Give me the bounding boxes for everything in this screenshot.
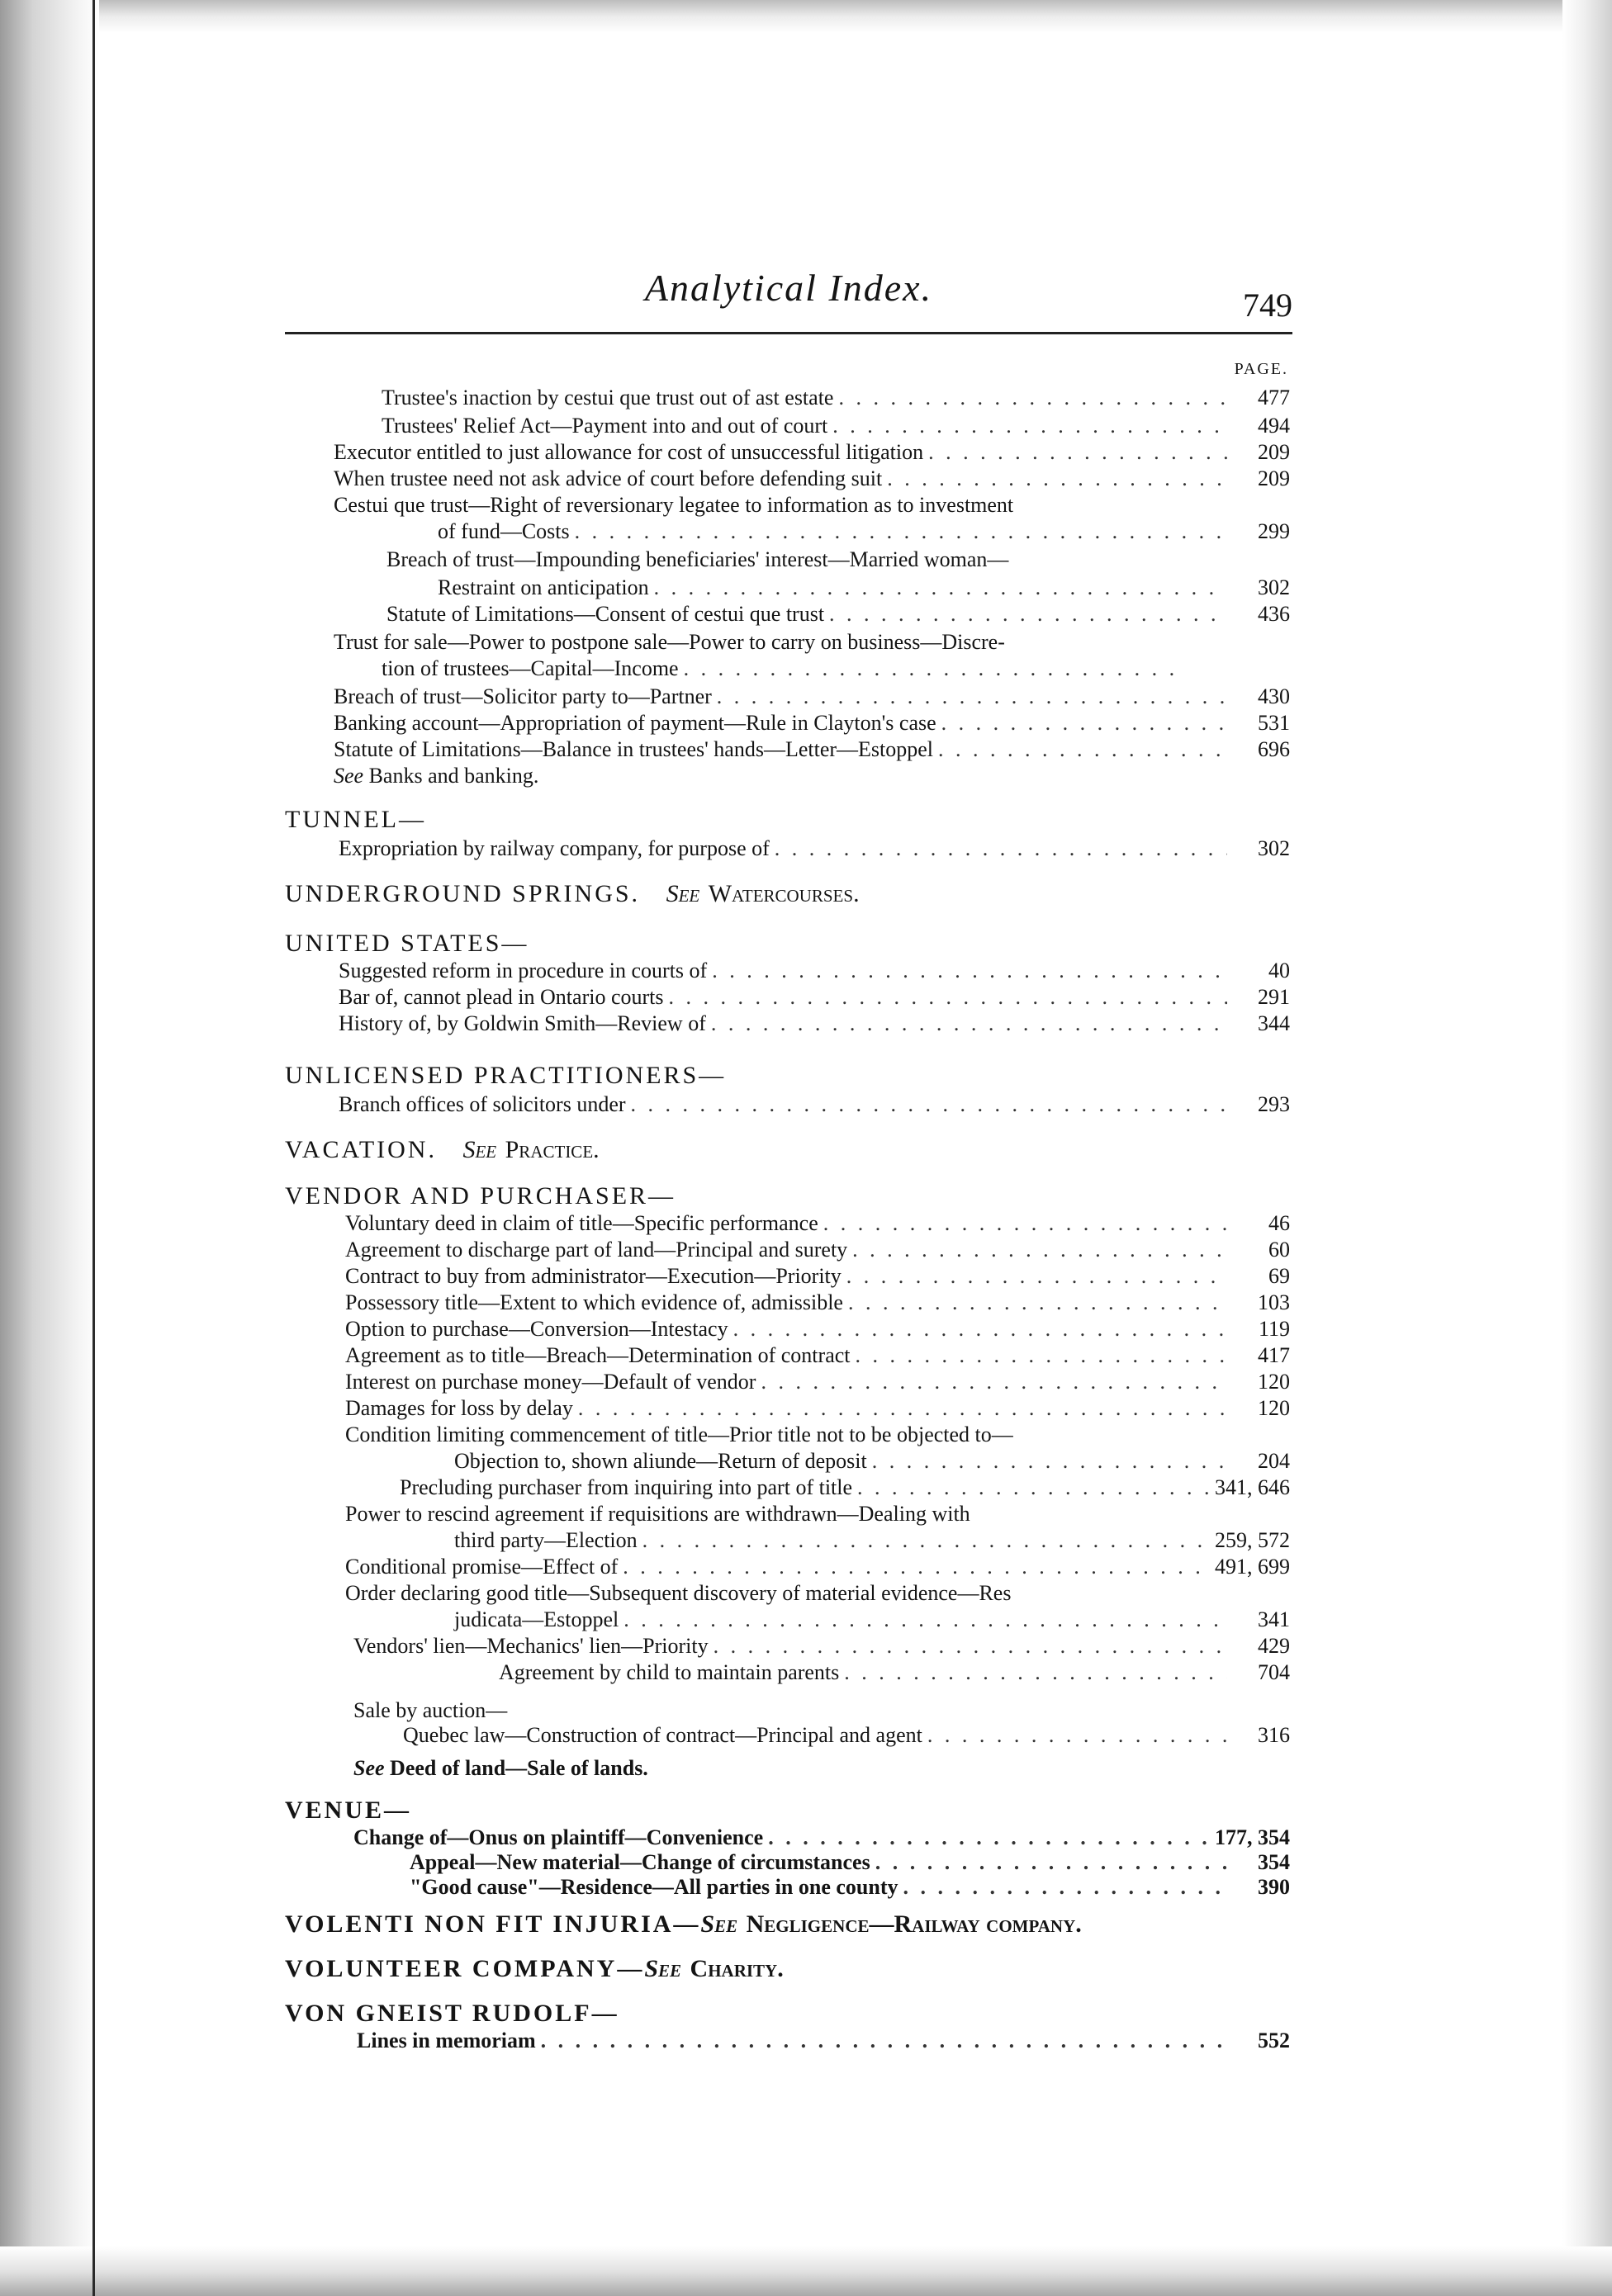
index-entry: Statute of Limitations—Balance in trustees' hands—Letter—Estoppel . . . 696 bbox=[334, 736, 1290, 763]
index-entry: Bar of, cannot plead in Ontario courts . . . 291 bbox=[339, 984, 1290, 1011]
index-entry: of fund—Costs . . . 299 bbox=[438, 518, 1290, 545]
index-entry: Breach of trust—Impounding beneficiaries' interest—Married woman— bbox=[386, 547, 1009, 571]
index-heading-unlicensed-practitioners: UNLICENSED PRACTITIONERS— bbox=[285, 1062, 727, 1089]
index-entry: Interest on purchase money—Default of vendor . . . 120 bbox=[345, 1369, 1290, 1395]
page-edge-left bbox=[0, 0, 99, 2296]
index-entry: tion of trustees—Capital—Income . . . bbox=[382, 656, 1240, 682]
index-entry: Objection to, shown aliunde—Return of deposit . . . 204 bbox=[454, 1448, 1290, 1475]
index-heading-volunteer-company: VOLUNTEER COMPANY—See Charity. bbox=[285, 1955, 784, 1982]
index-entry: Restraint on anticipation . . . 302 bbox=[438, 575, 1290, 601]
index-entry: Possessory title—Extent to which evidence of, admissible . . . 103 bbox=[345, 1290, 1290, 1316]
index-entry: Power to rescind agreement if requisitions are withdrawn—Dealing with bbox=[345, 1502, 970, 1526]
index-entry: Condition limiting commencement of title—Prior title not to be objected to— bbox=[345, 1423, 1013, 1446]
index-entry: Statute of Limitations—Consent of cestui que trust . . . 436 bbox=[386, 601, 1290, 627]
page-header bbox=[285, 266, 1292, 332]
page-edge-right bbox=[1562, 0, 1612, 2296]
index-heading-volenti: VOLENTI NON FIT INJURIA—See Negligence—Railway company. bbox=[285, 1910, 1082, 1938]
index-entry: Precluding purchaser from inquiring into part of title . . . 341, 646 bbox=[400, 1475, 1290, 1501]
index-entry: third party—Election . . . 259, 572 bbox=[454, 1527, 1290, 1554]
index-heading-vacation: VACATION. See Practice. bbox=[285, 1136, 600, 1163]
index-entry: Branch offices of solicitors under . . . 293 bbox=[339, 1091, 1290, 1118]
running-title: Analytical Index. bbox=[644, 267, 933, 309]
binding-edge bbox=[92, 0, 95, 2296]
index-entry: Quebec law—Construction of contract—Principal and agent . . . 316 bbox=[403, 1722, 1290, 1749]
index-entry: Conditional promise—Effect of . . . 491, 699 bbox=[345, 1554, 1290, 1580]
index-entry: Damages for loss by delay . . . 120 bbox=[345, 1395, 1290, 1422]
page-column-label: PAGE. bbox=[1234, 360, 1288, 378]
index-entry: When trustee need not ask advice of court before defending suit . . . 209 bbox=[334, 466, 1290, 492]
index-entry: "Good cause"—Residence—All parties in one county . . . 390 bbox=[410, 1874, 1290, 1901]
index-entry: Breach of trust—Solicitor party to—Partner . . . 430 bbox=[334, 684, 1290, 710]
index-heading-tunnel: TUNNEL— bbox=[285, 806, 426, 833]
index-entry: Change of—Onus on plaintiff—Convenience . . . 177, 354 bbox=[353, 1825, 1290, 1851]
page-edge-top bbox=[0, 0, 1612, 33]
index-entry: Agreement by child to maintain parents . . . 704 bbox=[499, 1659, 1290, 1686]
index-entry: Trustees' Relief Act—Payment into and out of court . . . 494 bbox=[382, 413, 1290, 439]
index-entry: Cestui que trust—Right of reversionary legatee to information as to investment bbox=[334, 493, 1014, 517]
see-reference: See Deed of land—Sale of lands. bbox=[353, 1756, 648, 1780]
page-edge-bottom bbox=[0, 2246, 1612, 2296]
index-entry: Option to purchase—Conversion—Intestacy . . . 119 bbox=[345, 1316, 1290, 1342]
index-entry: Contract to buy from administrator—Execution—Priority . . . 69 bbox=[345, 1263, 1290, 1290]
index-entry: Sale by auction— bbox=[353, 1698, 508, 1722]
index-entry: Trustee's inaction by cestui que trust out of ast estate . . . 477 bbox=[382, 385, 1290, 411]
index-heading-vendor-and-purchaser: VENDOR AND PURCHASER— bbox=[285, 1182, 676, 1210]
see-reference: See Banks and banking. bbox=[334, 764, 539, 788]
index-entry: Expropriation by railway company, for purpose of . . . 302 bbox=[339, 836, 1290, 862]
index-entry: Order declaring good title—Subsequent discovery of material evidence—Res bbox=[345, 1581, 1012, 1605]
index-entry: Vendors' lien—Mechanics' lien—Priority . . . 429 bbox=[353, 1633, 1290, 1659]
index-entry: Banking account—Appropriation of payment—Rule in Clayton's case . . . 531 bbox=[334, 710, 1290, 736]
index-entry: judicata—Estoppel . . . 341 bbox=[454, 1607, 1290, 1633]
index-entry: Agreement as to title—Breach—Determination of contract . . . 417 bbox=[345, 1342, 1290, 1369]
index-entry: Trust for sale—Power to postpone sale—Power to carry on business—Discre- bbox=[334, 630, 1005, 654]
page-number: 749 bbox=[1243, 286, 1292, 324]
index-heading-venue: VENUE— bbox=[285, 1797, 412, 1824]
index-heading-underground-springs: UNDERGROUND SPRINGS. See Watercourses. bbox=[285, 880, 860, 907]
index-entry: Agreement to discharge part of land—Principal and surety . . . 60 bbox=[345, 1237, 1290, 1263]
index-heading-united-states: UNITED STATES— bbox=[285, 930, 529, 957]
header-rule bbox=[285, 332, 1292, 334]
index-entry: Appeal—New material—Change of circumstances . . . 354 bbox=[410, 1849, 1290, 1876]
index-entry: Suggested reform in procedure in courts of . . . 40 bbox=[339, 958, 1290, 984]
index-entry: History of, by Goldwin Smith—Review of . . . 344 bbox=[339, 1011, 1290, 1037]
index-entry: Voluntary deed in claim of title—Specific performance . . . 46 bbox=[345, 1210, 1290, 1237]
index-entry: Lines in memoriam . . . 552 bbox=[357, 2028, 1290, 2054]
index-entry: Executor entitled to just allowance for cost of unsuccessful litigation . . . 209 bbox=[334, 439, 1290, 466]
index-heading-von-gneist-rudolf: VON GNEIST RUDOLF— bbox=[285, 2000, 619, 2027]
